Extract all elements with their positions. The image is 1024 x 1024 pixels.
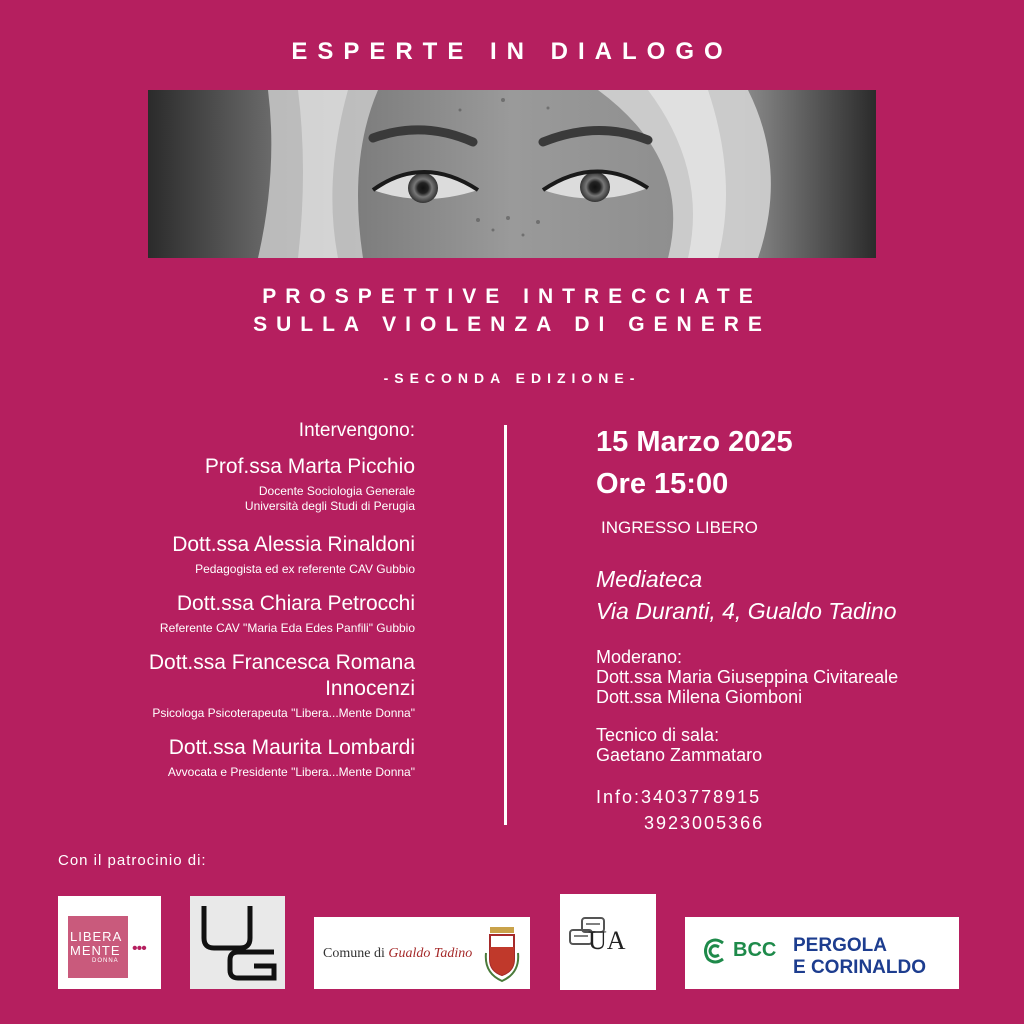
- info-label: Info:: [596, 787, 642, 807]
- speaker-4: [149, 650, 415, 721]
- ug-monogram-icon: [190, 896, 285, 989]
- speaker-name: Dott.ssa Chiara Petrocchi: [176, 592, 415, 615]
- speaker-role: Referente CAV "Maria Eda Edes Panfili" Gubbio: [159, 621, 415, 635]
- comune-gualdo-tadino-logo: [314, 917, 530, 989]
- event-datetime: [596, 421, 793, 505]
- subtitle-line-2: SULLA VIOLENZA DI GENERE: [253, 313, 771, 336]
- technician-name: Gaetano Zammataro: [596, 745, 763, 765]
- bcc-text: BCC: [733, 939, 777, 961]
- comune-name: Gualdo Tadino: [388, 946, 473, 961]
- speaker-name: Dott.ssa Alessia Rinaldoni: [172, 533, 415, 556]
- speaker-name: Dott.ssa Maurita Lombardi: [168, 736, 415, 759]
- speaker-role: Università degli Studi di Perugia: [244, 499, 415, 513]
- subtitle-line-1: PROSPETTIVE INTRECCIATE: [262, 285, 762, 308]
- edition-label: -SECONDA EDIZIONE-: [383, 370, 641, 386]
- moderator-name: Dott.ssa Maria Giuseppina Civitareale: [596, 667, 899, 687]
- ua-logo: [560, 894, 656, 990]
- speaker-role: Psicologa Psicoterapeuta "Libera...Mente Donna": [152, 706, 415, 720]
- speaker-name-continued: Innocenzi: [325, 677, 415, 700]
- speaker-5: [168, 735, 415, 780]
- speaker-3: [160, 591, 415, 636]
- moderators-block: [596, 647, 898, 707]
- speakers-intro: Intervengono:: [298, 420, 415, 441]
- ua-text: UA: [588, 926, 626, 955]
- ug-logo: [190, 896, 285, 989]
- logo-text: DONNA: [92, 958, 119, 964]
- speaker-1: [205, 454, 415, 514]
- bcc-line-1: PERGOLA: [793, 935, 887, 956]
- patronage-label: Con il patrocinio di:: [58, 852, 207, 869]
- technician-block: [596, 725, 762, 765]
- speaker-name: Dott.ssa Francesca Romana: [148, 651, 415, 674]
- speaker-role: Docente Sociologia Generale: [258, 484, 415, 498]
- speaker-role: Pedagogista ed ex referente CAV Gubbio: [195, 562, 415, 576]
- hero-photo: [148, 90, 876, 258]
- moderators-label: Moderano:: [596, 647, 683, 667]
- speaker-2: [172, 532, 415, 577]
- event-venue: [596, 563, 896, 627]
- event-title: ESPERTE IN DIALOGO: [291, 38, 733, 65]
- phone-number: 3403778915: [641, 787, 762, 807]
- phone-number: 3923005366: [644, 813, 765, 833]
- bcc-line-2: E CORINALDO: [793, 957, 926, 978]
- logo-text: LIBERA: [70, 929, 123, 944]
- event-time: Ore 15:00: [596, 468, 729, 500]
- dots-icon: •••: [132, 940, 146, 957]
- venue-address: Via Duranti, 4, Gualdo Tadino: [596, 598, 897, 624]
- comune-prefix: Comune di: [323, 946, 385, 961]
- speaker-role: Avvocata e Presidente "Libera...Mente Donna": [167, 765, 415, 779]
- moderator-name: Dott.ssa Milena Giomboni: [596, 687, 803, 707]
- woman-eyes-image: [148, 90, 876, 258]
- logo-text: MENTE: [70, 943, 121, 958]
- bcc-mark-icon: [701, 937, 729, 965]
- contact-info: [596, 784, 764, 836]
- coat-of-arms-icon: [482, 923, 522, 983]
- speaker-name: Prof.ssa Marta Picchio: [204, 455, 415, 478]
- entry-label: INGRESSO LIBERO: [601, 518, 758, 537]
- event-date: 15 Marzo 2025: [596, 426, 793, 458]
- venue-name: Mediateca: [596, 566, 703, 592]
- column-divider: [504, 425, 507, 825]
- bcc-pergola-corinaldo-logo: [685, 917, 959, 989]
- technician-label: Tecnico di sala:: [596, 725, 720, 745]
- libera-mente-donna-logo: [58, 896, 161, 989]
